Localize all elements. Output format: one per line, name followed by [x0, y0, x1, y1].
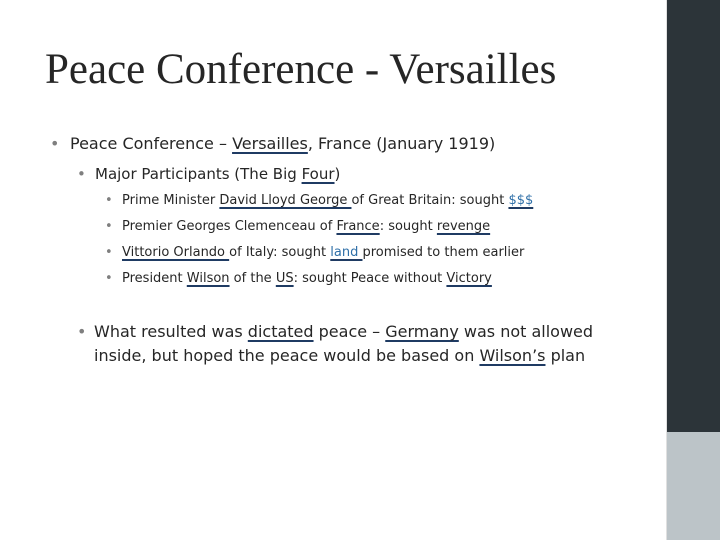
bullet-text-line-2: inside, but hoped the peace would be based on Wilson’s plan [94, 346, 586, 365]
bullet-marker: • [77, 322, 87, 341]
sidebar-dark-bar [667, 0, 720, 432]
bullet-text: Prime Minister David Lloyd George of Great Britain: sought $$$ [122, 193, 534, 208]
link-us[interactable]: US [275, 271, 294, 286]
link-germany[interactable]: Germany [385, 322, 459, 341]
link-land[interactable]: land [330, 245, 363, 260]
bullet-text: Major Participants (The Big Four) [95, 165, 341, 183]
bullet-text: Peace Conference – Versailles, France (January 1919) [70, 134, 496, 153]
bullet-marker: • [50, 134, 60, 153]
link-france[interactable]: France [336, 219, 380, 234]
link-david-lloyd-george[interactable]: David Lloyd George [219, 193, 352, 208]
bullet-marker: • [105, 193, 113, 208]
link-wilsons[interactable]: Wilson’s [479, 346, 546, 365]
bullet-marker: • [105, 271, 113, 286]
bullet-marker: • [105, 245, 113, 260]
bullet-marker: • [105, 219, 113, 234]
bullet-text: Premier Georges Clemenceau of France: sought revenge [122, 219, 491, 234]
bullet-text-line-1: What resulted was dictated peace – Germany was not allowed [94, 322, 594, 341]
link-wilson[interactable]: Wilson [186, 271, 230, 286]
link-versailles[interactable]: Versailles [232, 134, 308, 153]
bullet-marker: • [77, 165, 86, 183]
link-money[interactable]: $$$ [508, 193, 534, 208]
bullet-text: Vittorio Orlando of Italy: sought land promised to them earlier [122, 245, 525, 260]
slide-title: Peace Conference - Versailles [45, 46, 557, 93]
sidebar-light-bar [667, 432, 720, 540]
link-revenge[interactable]: revenge [436, 219, 491, 234]
link-dictated[interactable]: dictated [247, 322, 314, 341]
link-vittorio-orlando[interactable]: Vittorio Orlando [122, 245, 230, 260]
link-victory[interactable]: Victory [446, 271, 492, 286]
link-four[interactable]: Four [301, 165, 335, 183]
bullet-text: President Wilson of the US: sought Peace without Victory [122, 271, 492, 286]
